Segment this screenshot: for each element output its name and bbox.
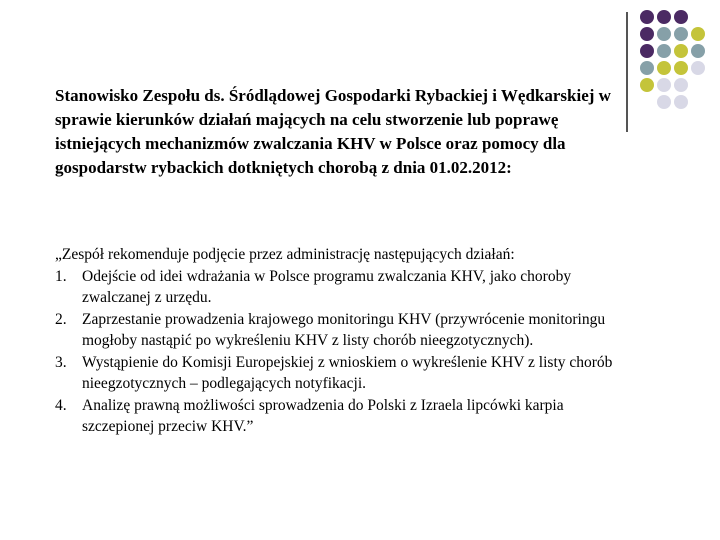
decorative-dot	[640, 10, 654, 24]
decorative-dot	[657, 27, 671, 41]
list-item	[55, 309, 615, 352]
list-item	[55, 352, 615, 395]
list-item	[55, 395, 615, 438]
list-item-text: Analizę prawną możliwości sprowadzenia do Polski z Izraela lipcówki karpia szczepionej przeciw KHV.”	[82, 396, 564, 435]
decorative-dot	[640, 44, 654, 58]
decorative-dot	[640, 78, 654, 92]
list-item-number: 1.	[55, 267, 67, 285]
decorative-dot	[674, 10, 688, 24]
decorative-dot	[691, 61, 705, 75]
decorative-dot	[674, 95, 688, 109]
decorative-dot	[657, 95, 671, 109]
list-item-text: Zaprzestanie prowadzenia krajowego monitoringu KHV (przywrócenie monitoringu mogłoby nastąpić po wykreśleniu KHV z listy chorób nieegzotycznych).	[82, 310, 606, 349]
decorative-divider-line	[626, 12, 628, 132]
decorative-dot	[657, 10, 671, 24]
decorative-dot	[674, 78, 688, 92]
list-item	[55, 266, 615, 309]
decorative-dot	[657, 44, 671, 58]
decorative-dot	[691, 44, 705, 58]
decorative-dot	[674, 44, 688, 58]
decorative-dot	[657, 61, 671, 75]
decorative-dot	[691, 27, 705, 41]
decorative-dot-grid	[640, 10, 720, 120]
quote-body	[55, 244, 615, 438]
list-item-number: 2.	[55, 310, 67, 328]
decorative-dot	[640, 27, 654, 41]
decorative-dot	[657, 78, 671, 92]
quote-intro: „Zespół rekomenduje podjęcie przez administrację następujących działań:	[55, 246, 515, 263]
list-item-number: 4.	[55, 396, 67, 414]
list-item-text: Wystąpienie do Komisji Europejskiej z wnioskiem o wykreślenie KHV z listy chorób nieegzotycznych – podlegających notyfikacji.	[82, 353, 613, 392]
list-item-text: Odejście od idei wdrażania w Polsce programu zwalczania KHV, jako choroby zwalczanej z urzędu.	[82, 267, 572, 306]
decorative-dot	[674, 27, 688, 41]
decorative-dot	[640, 61, 654, 75]
decorative-dot	[674, 61, 688, 75]
list-item-number: 3.	[55, 353, 67, 371]
recommendation-list	[55, 266, 615, 438]
page-title: Stanowisko Zespołu ds. Śródlądowej Gospodarki Rybackiej i Wędkarskiej w sprawie kierunków działań mających na celu stworzenie lub poprawę istniejących mechanizmów zwalczania KHV w Polsce oraz pomocy dla gospodarstw rybackich dotkniętych chorobą z dnia 01.02.2012:	[55, 86, 611, 177]
